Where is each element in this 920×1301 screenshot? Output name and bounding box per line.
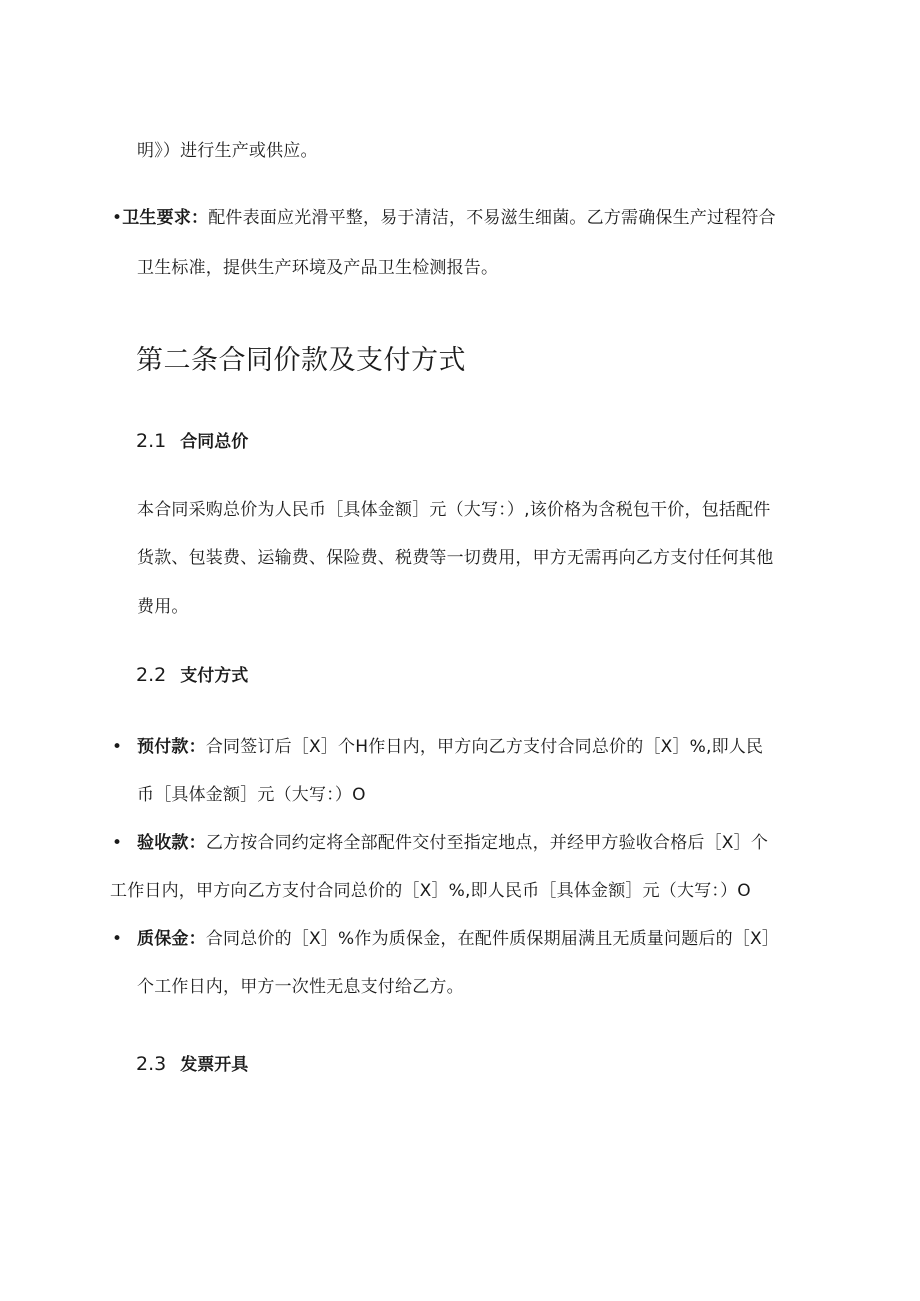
prepayment-line-1: 合同签订后［X］个H作日内，甲方向乙方支付合同总价的［X］%,即人民 — [205, 737, 764, 757]
section-title: 合同总价 — [180, 432, 249, 452]
acceptance-payment-line-2: 工作日内，甲方向乙方支付合同总价的［X］%,即人民币［具体金额］元（大写：）O — [110, 881, 751, 901]
bullet-marker: • — [112, 929, 123, 949]
warranty-deposit-item — [137, 927, 779, 951]
section-2-2-heading — [136, 663, 248, 688]
warranty-deposit-line-2: 个工作日内，甲方一次性无息支付给乙方。 — [137, 977, 464, 997]
section-2-3-heading — [136, 1052, 248, 1077]
acceptance-payment-item — [137, 831, 768, 855]
prepayment-item — [137, 735, 763, 759]
section-2-1-line-1: 本合同采购总价为人民币［具体金额］元（大写：）,该价格为含税包干价，包括配件 — [137, 500, 771, 520]
section-number: 2.2 — [136, 664, 167, 686]
section-2-1-line-2: 货款、包装费、运输费、保险费、税费等一切费用，甲方无需再向乙方支付任何其他 — [137, 548, 774, 568]
section-2-1-heading — [136, 429, 248, 454]
bullet-marker: • — [112, 833, 123, 853]
hygiene-item — [112, 206, 776, 230]
hygiene-label: 卫生要求： — [122, 208, 209, 228]
section-title: 支付方式 — [180, 666, 249, 686]
section-number: 2.1 — [136, 430, 167, 452]
section-2-1-line-3: 费用。 — [137, 597, 189, 617]
acceptance-payment-line-1: 乙方按合同约定将全部配件交付至指定地点，并经甲方验收合格后［X］个 — [205, 833, 769, 853]
hygiene-tail-text: 明》）进行生产或供应。 — [137, 141, 318, 161]
warranty-deposit-line-1: 合同总价的［X］%作为质保金，在配件质保期届满且无质量问题后的［X］ — [205, 929, 780, 949]
warranty-deposit-label: 质保金： — [137, 929, 206, 949]
section-title: 发票开具 — [180, 1055, 249, 1075]
prepayment-label: 预付款： — [137, 737, 206, 757]
acceptance-payment-label: 验收款： — [137, 833, 206, 853]
bullet-marker: • — [112, 737, 123, 757]
prepayment-line-2: 币［具体金额］元（大写：）O — [137, 785, 366, 805]
hygiene-line-1: 配件表面应光滑平整，易于清洁，不易滋生细菌。乙方需确保生产过程符合 — [208, 208, 776, 228]
section-number: 2.3 — [136, 1053, 167, 1075]
hygiene-line-2: 卫生标准，提供生产环境及产品卫生检测报告。 — [137, 258, 499, 278]
article-2-title: 第二条合同价款及支付方式 — [136, 345, 466, 376]
bullet-marker: • — [112, 208, 123, 228]
